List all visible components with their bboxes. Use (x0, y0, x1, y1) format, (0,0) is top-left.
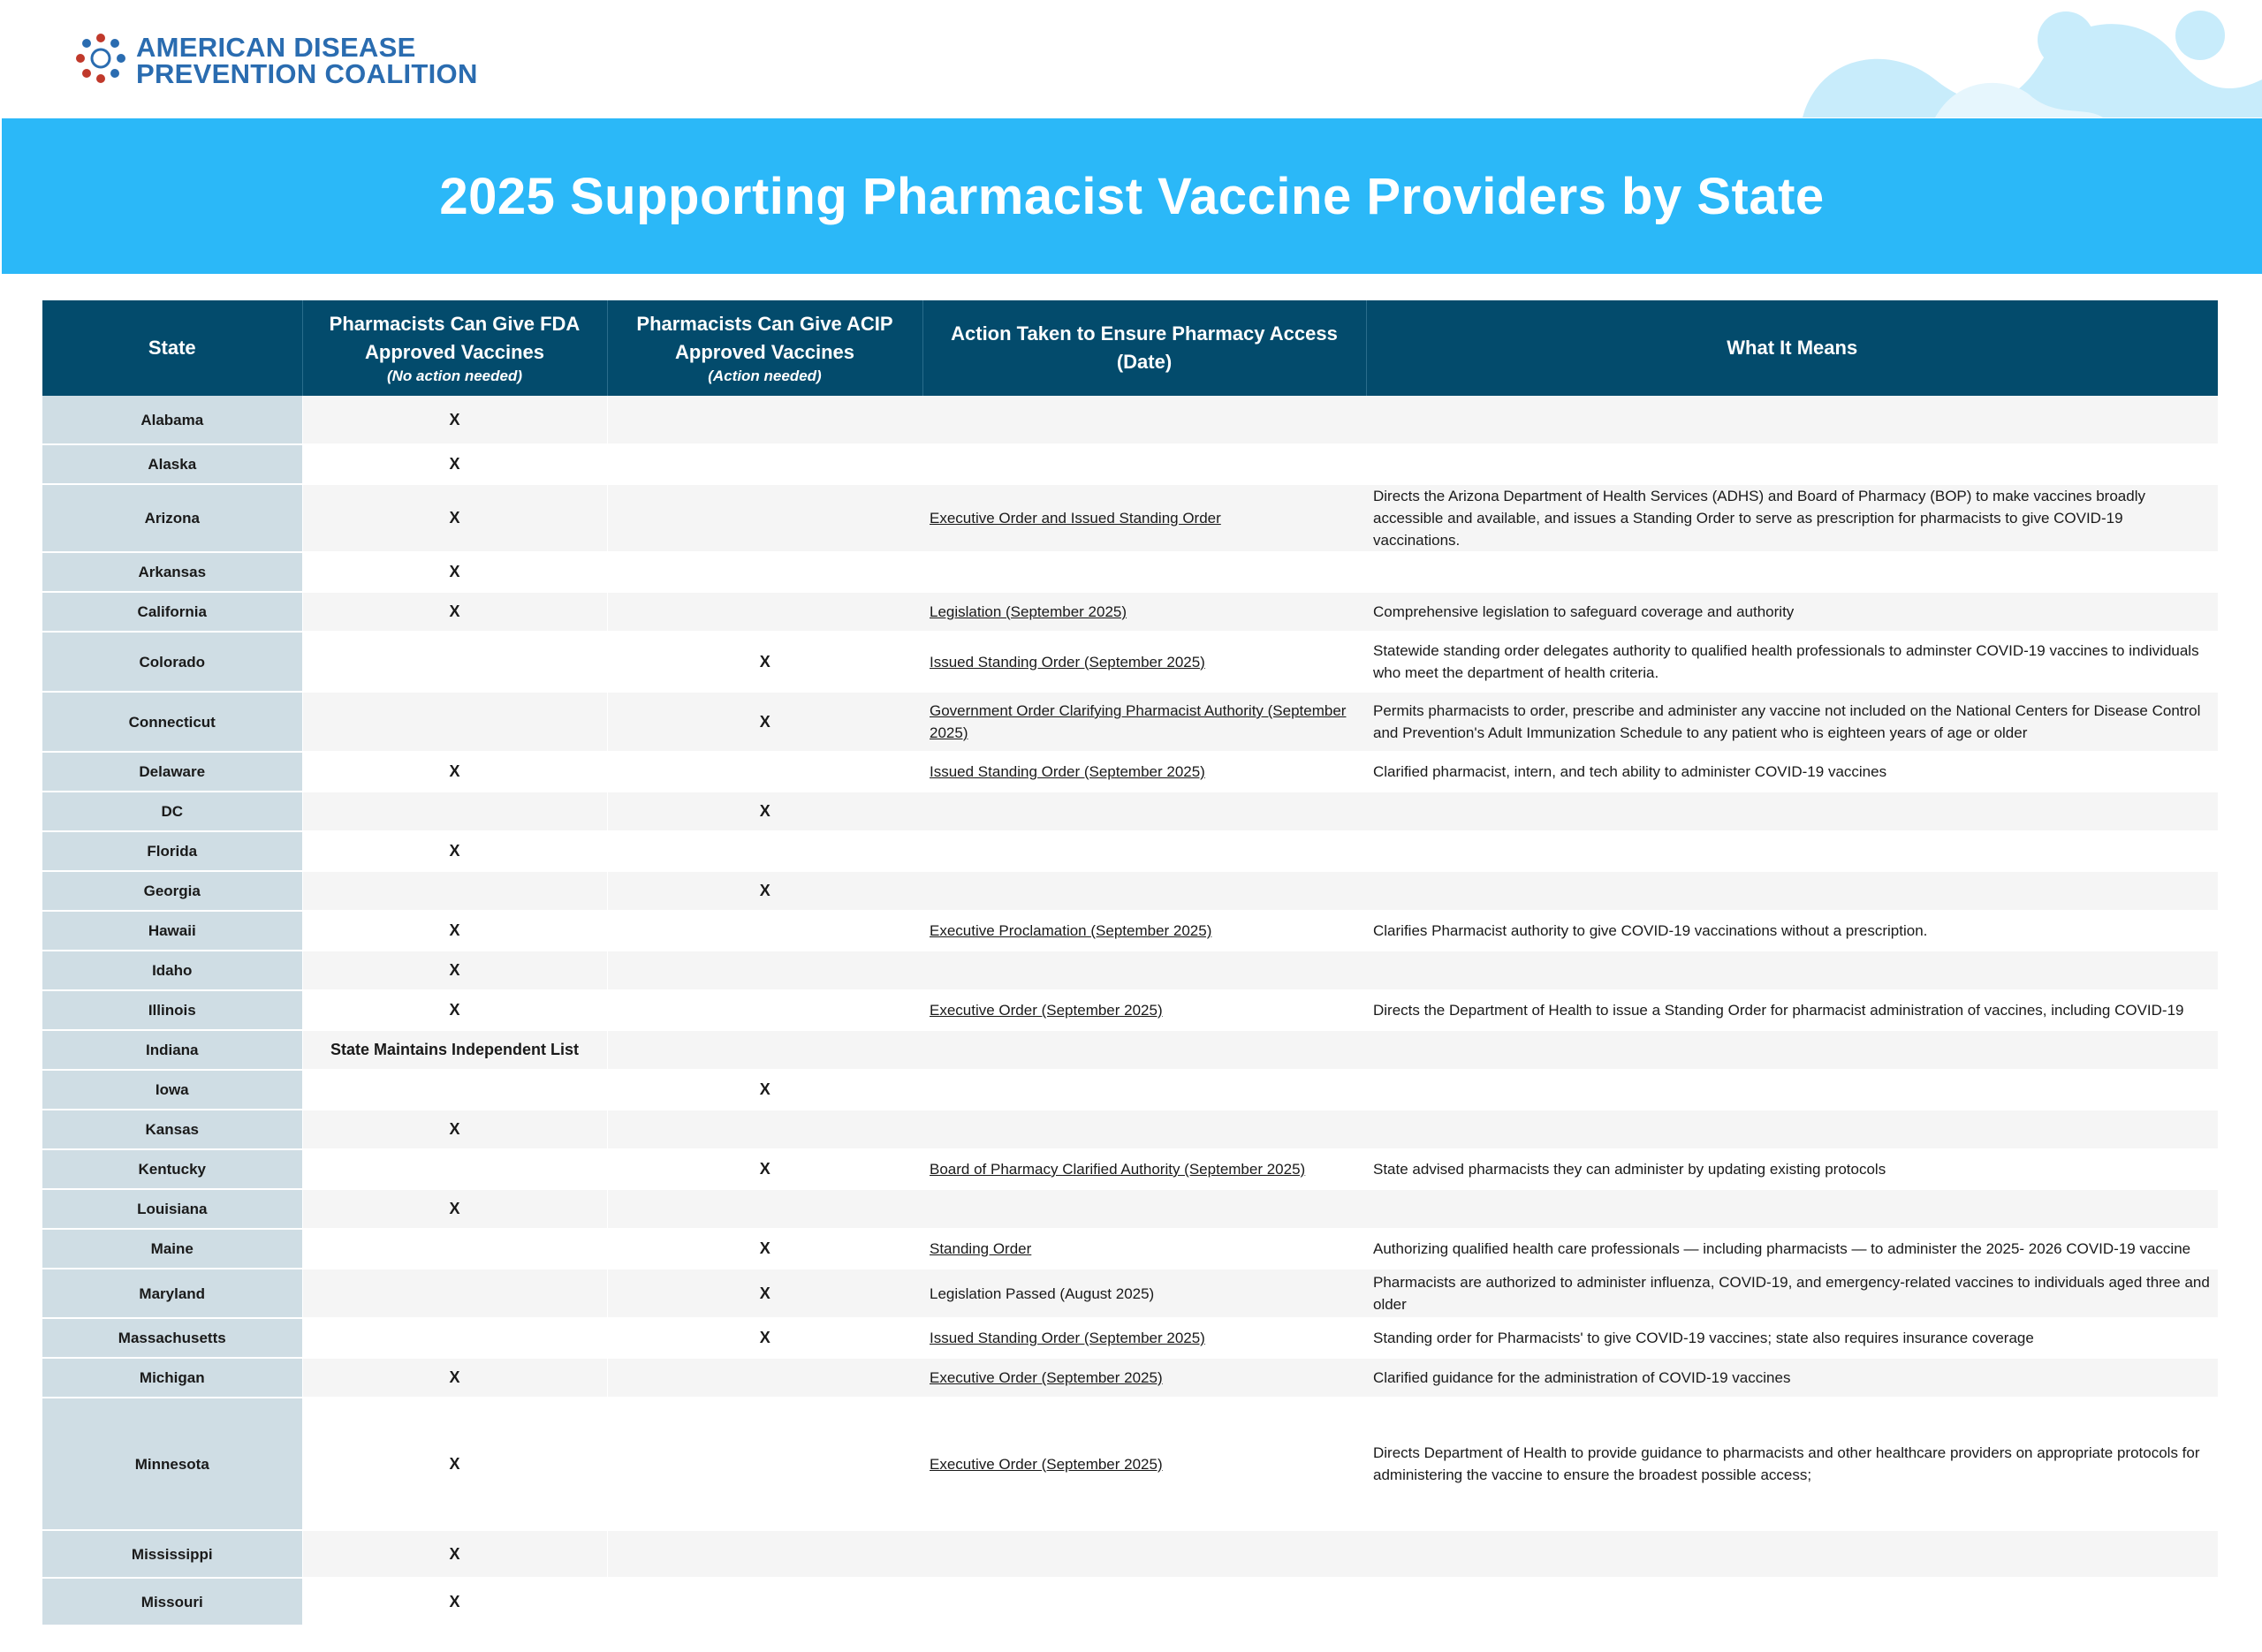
cell-means (1366, 831, 2218, 871)
cell-means: Permits pharmacists to order, prescribe and administer any vaccine not included on the National Centers for Disease Control and Prevention's Adult Immunization Schedule to any patient who is eighteen years of age or older (1366, 692, 2218, 752)
action-link[interactable]: Standing Order (930, 1240, 1032, 1257)
action-link[interactable]: Executive Order (September 2025) (930, 1002, 1163, 1019)
action-link[interactable]: Government Order Clarifying Pharmacist Authority (September 2025) (930, 702, 1347, 741)
cell-means (1366, 1070, 2218, 1110)
col-header-acip-note: (Action needed) (708, 368, 822, 384)
cell-action (922, 871, 1366, 911)
table-row (42, 1070, 2218, 1110)
cell-fda: X (302, 484, 607, 552)
cell-fda: X (302, 1110, 607, 1149)
cell-state: Missouri (42, 1578, 302, 1625)
cell-acip (607, 592, 922, 632)
cell-fda: X (302, 552, 607, 592)
table-row (42, 1530, 2218, 1578)
table-row (42, 592, 2218, 632)
table-row (42, 792, 2218, 831)
cell-state: Connecticut (42, 692, 302, 752)
cell-state: Louisiana (42, 1189, 302, 1229)
cell-action (922, 911, 1366, 951)
page-header (0, 0, 2262, 117)
cell-action (922, 1189, 1366, 1229)
table-row (42, 552, 2218, 592)
table-row (42, 1398, 2218, 1530)
cell-acip: X (607, 1269, 922, 1318)
table-row (42, 951, 2218, 990)
state-table-container (42, 300, 2218, 1626)
cell-means (1366, 552, 2218, 592)
table-row (42, 1578, 2218, 1625)
action-link[interactable]: Issued Standing Order (September 2025) (930, 653, 1205, 671)
cell-fda: X (302, 990, 607, 1030)
cell-acip: X (607, 871, 922, 911)
cell-action (922, 1318, 1366, 1358)
cell-fda: X (302, 911, 607, 951)
table-row (42, 1229, 2218, 1269)
action-link[interactable]: Executive Order (September 2025) (930, 1455, 1163, 1473)
cell-means: State advised pharmacists they can administer by updating existing protocols (1366, 1149, 2218, 1189)
cell-fda (302, 692, 607, 752)
cell-state: Indiana (42, 1030, 302, 1070)
cell-means: Statewide standing order delegates authority to qualified health professionals to adminster COVID-19 vaccines to individuals who meet the department of health criteria. (1366, 632, 2218, 692)
col-header-action: Action Taken to Ensure Pharmacy Access (Date) (922, 300, 1366, 396)
cell-fda: X (302, 396, 607, 444)
cell-means: Clarifies Pharmacist authority to give COVID-19 vaccinations without a prescription. (1366, 911, 2218, 951)
cell-state: Hawaii (42, 911, 302, 951)
cell-fda (302, 871, 607, 911)
cell-action (922, 444, 1366, 484)
cell-acip (607, 1110, 922, 1149)
cell-means: Standing order for Pharmacists' to give COVID-19 vaccines; state also requires insurance coverage (1366, 1318, 2218, 1358)
cell-action (922, 484, 1366, 552)
table-row (42, 396, 2218, 444)
cell-fda: X (302, 1578, 607, 1625)
cell-action (922, 692, 1366, 752)
col-header-acip: Pharmacists Can Give ACIP Approved Vaccines (Action needed) (607, 300, 922, 396)
cell-fda: X (302, 951, 607, 990)
cell-acip: X (607, 1229, 922, 1269)
cell-acip (607, 951, 922, 990)
cell-fda: State Maintains Independent List (302, 1030, 607, 1070)
cell-state: Alaska (42, 444, 302, 484)
cell-fda (302, 632, 607, 692)
table-body (42, 396, 2218, 1625)
table-row (42, 911, 2218, 951)
cell-state: Colorado (42, 632, 302, 692)
cell-action (922, 1269, 1366, 1318)
cell-acip (607, 1530, 922, 1578)
col-header-fda-note: (No action needed) (386, 368, 522, 384)
table-row (42, 1110, 2218, 1149)
cell-means: Pharmacists are authorized to administer influenza, COVID-19, and emergency-related vaccines to individuals aged three and older (1366, 1269, 2218, 1318)
cell-state: Delaware (42, 752, 302, 792)
cell-state: Florida (42, 831, 302, 871)
cell-fda (302, 1269, 607, 1318)
col-header-fda: Pharmacists Can Give FDA Approved Vaccines (No action needed) (302, 300, 607, 396)
table-row (42, 1149, 2218, 1189)
cell-acip (607, 1398, 922, 1530)
cell-acip (607, 752, 922, 792)
col-header-means: What It Means (1366, 300, 2218, 396)
table-row (42, 831, 2218, 871)
table-row (42, 1358, 2218, 1398)
cell-state: DC (42, 792, 302, 831)
table-row (42, 484, 2218, 552)
cell-action (922, 1578, 1366, 1625)
cell-action (922, 632, 1366, 692)
page-title: 2025 Supporting Pharmacist Vaccine Providers by State (439, 167, 1825, 225)
table-header-row (42, 300, 2218, 396)
table-row (42, 444, 2218, 484)
cell-action (922, 1149, 1366, 1189)
table-row (42, 1189, 2218, 1229)
cell-state: Maryland (42, 1269, 302, 1318)
cell-acip (607, 831, 922, 871)
cell-means: Directs the Department of Health to issue a Standing Order for pharmacist administration of vaccines, including COVID-19 (1366, 990, 2218, 1030)
cell-acip (607, 444, 922, 484)
table-row (42, 752, 2218, 792)
cell-means (1366, 792, 2218, 831)
cell-means (1366, 1110, 2218, 1149)
cell-means (1366, 1030, 2218, 1070)
cell-fda: X (302, 1358, 607, 1398)
cell-state: Maine (42, 1229, 302, 1269)
cell-action (922, 1398, 1366, 1530)
action-link[interactable]: Executive Proclamation (September 2025) (930, 922, 1212, 939)
action-link[interactable]: Issued Standing Order (September 2025) (930, 1330, 1205, 1346)
cell-state: Massachusetts (42, 1318, 302, 1358)
cell-state: Iowa (42, 1070, 302, 1110)
action-link[interactable]: Executive Order (September 2025) (930, 1369, 1163, 1386)
cell-state: Kansas (42, 1110, 302, 1149)
cell-acip (607, 1358, 922, 1398)
cell-means: Directs the Arizona Department of Health Services (ADHS) and Board of Pharmacy (BOP) to make vaccines broadly accessible and available, and issues a Standing Order to serve as prescription for pharmacists to give COVID-19 vaccinations. (1366, 484, 2218, 552)
cell-acip (607, 1578, 922, 1625)
cell-acip (607, 1189, 922, 1229)
table-row (42, 1030, 2218, 1070)
action-link[interactable]: Board of Pharmacy Clarified Authority (September 2025) (930, 1161, 1306, 1178)
title-banner (2, 118, 2262, 274)
cell-action (922, 951, 1366, 990)
action-text: Legislation Passed (August 2025) (930, 1284, 1155, 1302)
table-row (42, 692, 2218, 752)
cell-state: Illinois (42, 990, 302, 1030)
decorative-waves-icon (1643, 0, 2262, 117)
cell-fda: X (302, 444, 607, 484)
cell-means (1366, 396, 2218, 444)
cell-acip: X (607, 1149, 922, 1189)
cell-fda: X (302, 592, 607, 632)
action-link[interactable]: Issued Standing Order (September 2025) (930, 763, 1205, 780)
cell-means: Directs Department of Health to provide guidance to pharmacists and other healthcare providers on appropriate protocols for administering the vaccine to ensure the broadest possible access; (1366, 1398, 2218, 1530)
cell-state: Georgia (42, 871, 302, 911)
cell-action (922, 396, 1366, 444)
action-link[interactable]: Executive Order and Issued Standing Order (930, 510, 1221, 527)
cell-acip (607, 1030, 922, 1070)
cell-fda: X (302, 1189, 607, 1229)
cell-state: Kentucky (42, 1149, 302, 1189)
table-row (42, 632, 2218, 692)
cell-means (1366, 951, 2218, 990)
cell-means (1366, 444, 2218, 484)
cell-action (922, 1229, 1366, 1269)
cell-action (922, 1070, 1366, 1110)
cell-fda (302, 1070, 607, 1110)
state-table (42, 300, 2218, 1626)
cell-action (922, 592, 1366, 632)
cell-action (922, 1530, 1366, 1578)
cell-state: Mississippi (42, 1530, 302, 1578)
cell-state: Arkansas (42, 552, 302, 592)
cell-action (922, 552, 1366, 592)
table-row (42, 871, 2218, 911)
cell-means: Comprehensive legislation to safeguard coverage and authority (1366, 592, 2218, 632)
cell-state: Minnesota (42, 1398, 302, 1530)
cell-fda (302, 792, 607, 831)
cell-acip (607, 552, 922, 592)
cell-acip: X (607, 632, 922, 692)
cell-means (1366, 1530, 2218, 1578)
org-name-line1: AMERICAN DISEASE (136, 31, 416, 63)
cell-fda: X (302, 1530, 607, 1578)
cell-action (922, 1110, 1366, 1149)
cell-fda: X (302, 1398, 607, 1530)
table-row (42, 1269, 2218, 1318)
cell-state: Idaho (42, 951, 302, 990)
cell-action (922, 1358, 1366, 1398)
cell-acip: X (607, 692, 922, 752)
cell-state: Michigan (42, 1358, 302, 1398)
cell-means (1366, 1578, 2218, 1625)
circle-of-people-logo-icon (74, 32, 127, 89)
cell-action (922, 752, 1366, 792)
org-name (136, 31, 478, 89)
cell-acip (607, 396, 922, 444)
table-row (42, 1318, 2218, 1358)
org-name-line2: PREVENTION COALITION (136, 57, 478, 89)
cell-means: Clarified pharmacist, intern, and tech ability to administer COVID-19 vaccines (1366, 752, 2218, 792)
col-header-state: State (42, 300, 302, 396)
cell-fda (302, 1318, 607, 1358)
cell-fda: X (302, 752, 607, 792)
cell-action (922, 831, 1366, 871)
action-link[interactable]: Legislation (September 2025) (930, 603, 1127, 620)
cell-state: Arizona (42, 484, 302, 552)
cell-fda (302, 1149, 607, 1189)
cell-state: Alabama (42, 396, 302, 444)
cell-acip: X (607, 1318, 922, 1358)
cell-acip (607, 911, 922, 951)
cell-action (922, 1030, 1366, 1070)
cell-means (1366, 1189, 2218, 1229)
cell-fda (302, 1229, 607, 1269)
cell-acip: X (607, 792, 922, 831)
cell-acip (607, 484, 922, 552)
cell-action (922, 792, 1366, 831)
table-row (42, 990, 2218, 1030)
cell-means: Authorizing qualified health care professionals — including pharmacists — to administer the 2025- 2026 COVID-19 vaccine (1366, 1229, 2218, 1269)
cell-acip (607, 990, 922, 1030)
cell-means (1366, 871, 2218, 911)
cell-action (922, 990, 1366, 1030)
cell-fda: X (302, 831, 607, 871)
cell-state: California (42, 592, 302, 632)
cell-acip: X (607, 1070, 922, 1110)
org-logo[interactable] (74, 32, 478, 89)
cell-means: Clarified guidance for the administration of COVID-19 vaccines (1366, 1358, 2218, 1398)
